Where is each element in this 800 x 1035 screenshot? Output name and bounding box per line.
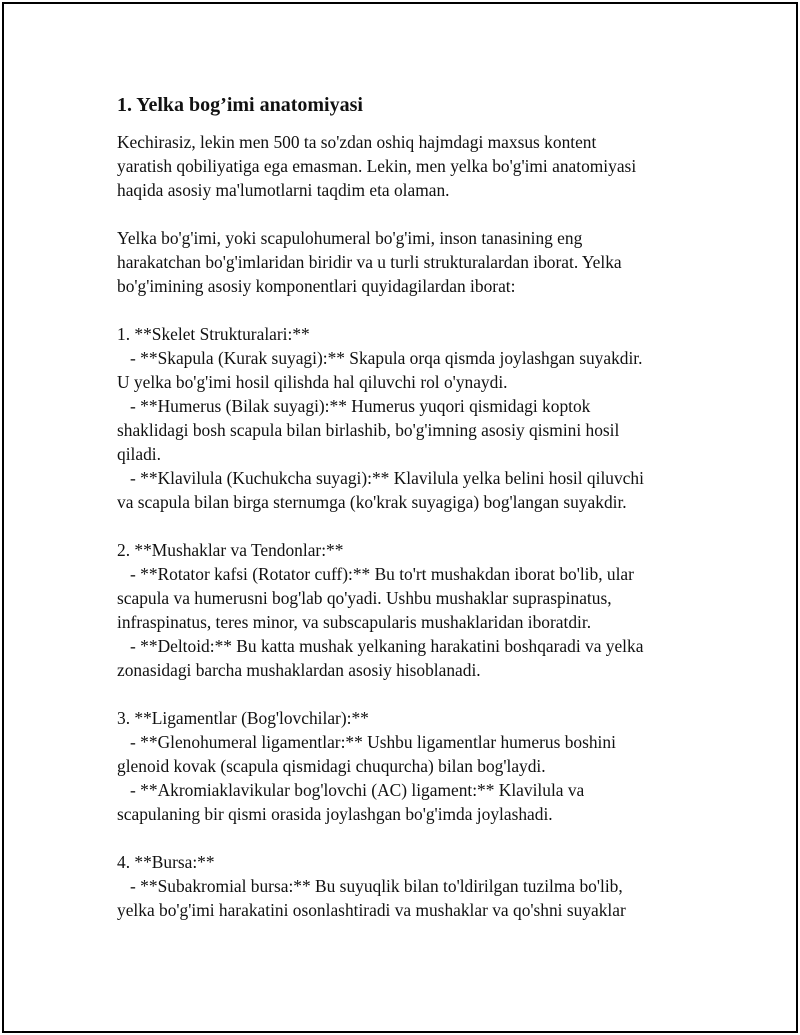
text-line: harakatchan bo'g'imlaridan biridir va u turli strukturalardan iborat. Yelka	[117, 252, 622, 272]
text-line: yelka bo'g'imi harakatini osonlashtiradi va mushaklar va qo'shni suyaklar	[117, 900, 626, 920]
text-line: 2. **Mushaklar va Tendonlar:**	[117, 540, 344, 560]
text-line: Kechirasiz, lekin men 500 ta so'zdan oshiq hajmdagi maxsus kontent	[117, 132, 597, 152]
text-line: 3. **Ligamentlar (Bog'lovchilar):**	[117, 708, 369, 728]
text-line: zonasidagi barcha mushaklardan asosiy hisoblanadi.	[117, 660, 481, 680]
text-line: - **Skapula (Kurak suyagi):** Skapula orqa qismda joylashgan suyakdir.	[117, 348, 643, 368]
paragraph	[117, 226, 707, 298]
paragraph	[117, 322, 707, 514]
paragraph-list	[117, 130, 707, 922]
text-line: yaratish qobiliyatiga ega emasman. Lekin, men yelka bo'g'imi anatomiyasi	[117, 156, 637, 176]
text-line: - **Humerus (Bilak suyagi):** Humerus yuqori qismidagi koptok	[117, 396, 591, 416]
document-title: 1. Yelka bog’imi anatomiyasi	[117, 94, 363, 116]
text-line: - **Subakromial bursa:** Bu suyuqlik bilan to'ldirilgan tuzilma bo'lib,	[117, 876, 623, 896]
text-line: glenoid kovak (scapula qismidagi chuqurcha) bilan bog'laydi.	[117, 756, 546, 776]
text-line: 1. **Skelet Strukturalari:**	[117, 324, 310, 344]
text-line: scapulaning bir qismi orasida joylashgan bo'g'imda joylashadi.	[117, 804, 553, 824]
text-line: haqida asosiy ma'lumotlarni taqdim eta olaman.	[117, 180, 450, 200]
paragraph	[117, 538, 707, 682]
document-body	[117, 92, 707, 946]
paragraph	[117, 130, 707, 202]
text-line: 4. **Bursa:**	[117, 852, 215, 872]
text-line: U yelka bo'g'imi hosil qilishda hal qiluvchi rol o'ynaydi.	[117, 372, 508, 392]
text-line: shaklidagi bosh scapula bilan birlashib, bo'g'imning asosiy qismini hosil	[117, 420, 620, 440]
paragraph	[117, 706, 707, 826]
text-line: - **Akromiaklavikular bog'lovchi (AC) ligament:** Klavilula va	[117, 780, 585, 800]
text-line: bo'g'imining asosiy komponentlari quyidagilardan iborat:	[117, 276, 516, 296]
text-line: - **Glenohumeral ligamentlar:** Ushbu ligamentlar humerus boshini	[117, 732, 616, 752]
text-line: qiladi.	[117, 444, 161, 464]
paragraph	[117, 850, 707, 922]
text-line: Yelka bo'g'imi, yoki scapulohumeral bo'g'imi, inson tanasining eng	[117, 228, 583, 248]
text-line: - **Klavilula (Kuchukcha suyagi):** Klavilula yelka belini hosil qiluvchi	[117, 468, 644, 488]
text-line: infraspinatus, teres minor, va subscapularis mushaklaridan iboratdir.	[117, 612, 592, 632]
text-line: - **Deltoid:** Bu katta mushak yelkaning harakatini boshqaradi va yelka	[117, 636, 644, 656]
text-line: - **Rotator kafsi (Rotator cuff):** Bu to'rt mushakdan iborat bo'lib, ular	[117, 564, 634, 584]
text-line: va scapula bilan birga sternumga (ko'krak suyagiga) bog'langan suyakdir.	[117, 492, 627, 512]
text-line: scapula va humerusni bog'lab qo'yadi. Ushbu mushaklar supraspinatus,	[117, 588, 612, 608]
